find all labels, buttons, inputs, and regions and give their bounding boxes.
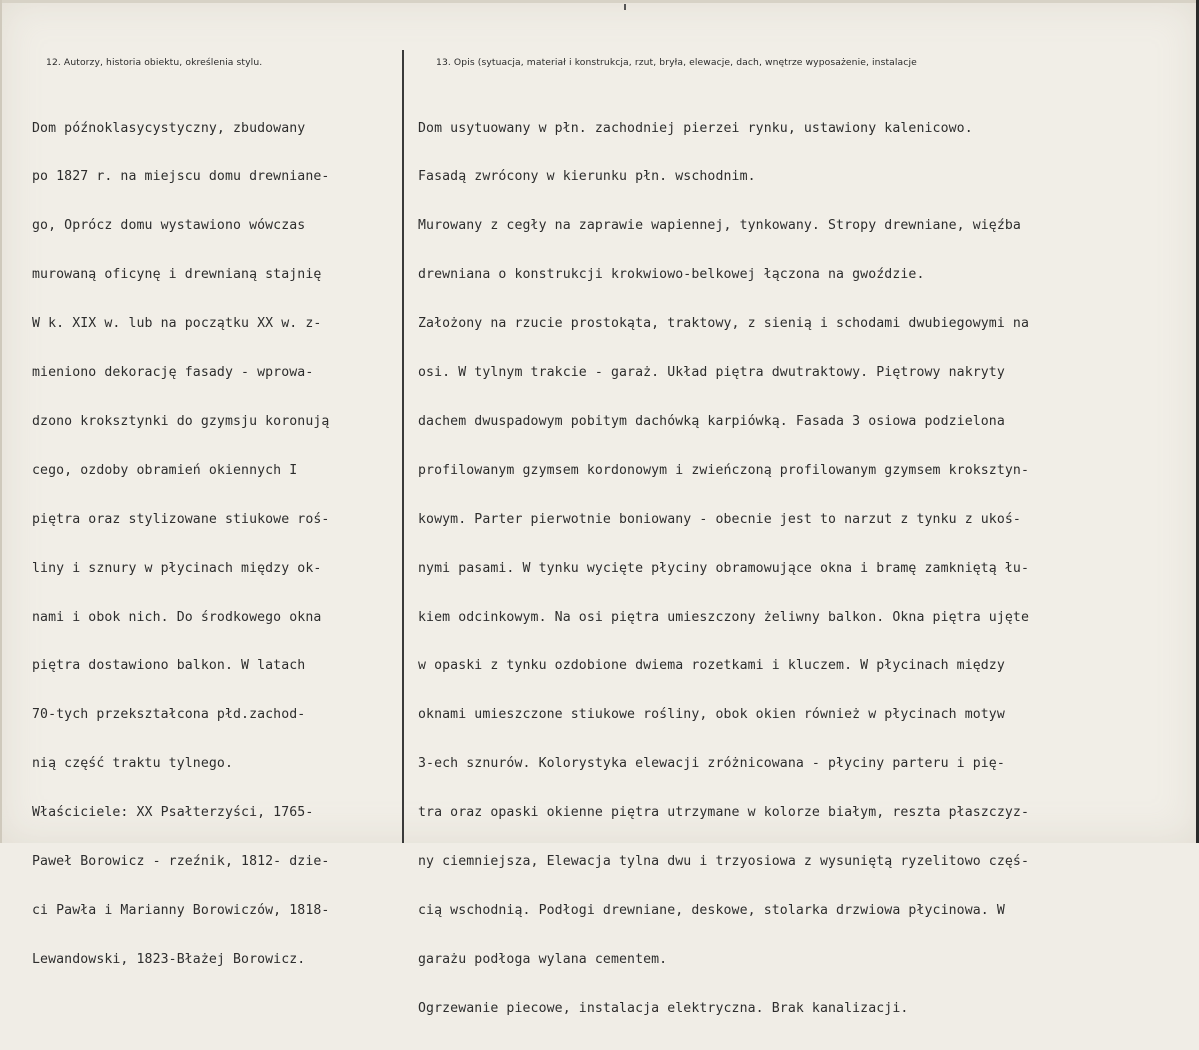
- section-13-line: cią wschodnią. Podłogi drewniane, deskowe, stolarka drzwiowa płycinowa. W: [418, 902, 1005, 918]
- section-13-line: dachem dwuspadowym pobitym dachówką karpiówką. Fasada 3 osiowa podzielona: [418, 413, 1005, 429]
- section-12-line: 70-tych przekształcona płd.zachod-: [32, 707, 306, 723]
- section-12-line: Lewandowski, 1823-Błażej Borowicz.: [32, 951, 306, 967]
- section-13-line: kiem odcinkowym. Na osi piętra umieszczony żeliwny balkon. Okna piętra ujęte: [418, 609, 1030, 625]
- section-12-line: Dom późnoklasycystyczny, zbudowany: [32, 120, 306, 136]
- section-13-line: Fasadą zwrócony w kierunku płn. wschodnim.: [418, 169, 756, 185]
- section-12-line: W k. XIX w. lub na początku XX w. z-: [32, 316, 322, 332]
- section-13-line: tra oraz opaski okienne piętra utrzymane w kolorze białym, reszta płaszczyz-: [418, 805, 1030, 821]
- section-12-line: po 1827 r. na miejscu domu drewniane-: [32, 169, 330, 185]
- card-left-edge: [0, 0, 2, 843]
- section-13-line: osi. W tylnym trakcie - garaż. Układ piętra dwutraktowy. Piętrowy nakryty: [418, 365, 1005, 381]
- section-12-line: piętra dostawiono balkon. W latach: [32, 658, 306, 674]
- section-12-text: [32, 88, 329, 1001]
- section-13-line: Dom usytuowany w płn. zachodniej pierzei rynku, ustawiony kalenicowo.: [418, 120, 973, 136]
- section-13-line: ny ciemniejsza, Elewacja tylna dwu i trzyosiowa z wysuniętą ryzelitowo częś-: [418, 853, 1030, 869]
- section-12-line: piętra oraz stylizowane stiukowe roś-: [32, 511, 330, 527]
- section-13-line: garażu podłoga wylana cementem.: [418, 951, 668, 967]
- section-13-line: Ogrzewanie piecowe, instalacja elektryczna. Brak kanalizacji.: [418, 1000, 909, 1016]
- section-13-text: [418, 88, 1029, 1050]
- section-12-line: go, Oprócz domu wystawiono wówczas: [32, 218, 306, 234]
- section-12-line: mieniono dekorację fasady - wprowa-: [32, 365, 314, 381]
- section-12-line: cego, ozdoby obramień okiennych I: [32, 462, 298, 478]
- section-13-header: 13. Opis (sytuacja, materiał i konstrukcja, rzut, bryła, elewacje, dach, wnętrze wyposażenie, instalacje: [436, 57, 917, 68]
- section-12-line: ci Pawła i Marianny Borowiczów, 1818-: [32, 902, 330, 918]
- section-12-line: liny i sznury w płycinach między ok-: [32, 560, 322, 576]
- section-13-line: Założony na rzucie prostokąta, traktowy, z sienią i schodami dwubiegowymi na: [418, 316, 1030, 332]
- section-12-line: dzono krokszt͏ynki do gzymsju koronują: [32, 413, 330, 429]
- top-tick-mark: [624, 4, 626, 10]
- section-12-line: nami i obok nich. Do środkowego okna: [32, 609, 322, 625]
- card-top-edge: [0, 0, 1199, 3]
- section-13-line: nymi pasami. W tynku wycięte płyciny obramowujące okna i bramę zamkniętą łu-: [418, 560, 1030, 576]
- section-13-line: profilowanym gzymsem kordonowym i zwieńczoną profilowanym gzymsem kroksztyn-: [418, 462, 1030, 478]
- section-13-line: Murowany z cegły na zaprawie wapiennej, tynkowany. Stropy drewniane, więźba: [418, 218, 1021, 234]
- section-12-line: nią część traktu tylnego.: [32, 756, 233, 772]
- section-13-line: kowym. Parter pierwotnie boniowany - obecnie jest to narzut z tynku z ukoś-: [418, 511, 1021, 527]
- section-13-line: drewniana o konstrukcji krokwiowo-belkowej łączona na gwoździe.: [418, 267, 925, 283]
- column-divider: [402, 50, 404, 843]
- section-13-line: 3-ech sznurów. Kolorystyka elewacji zróżnicowana - płyciny parteru i pię-: [418, 756, 1005, 772]
- section-12-line: murowaną oficynę i drewnianą stajnię: [32, 267, 322, 283]
- section-13-line: w opaski z tynku ozdobione dwiema rozetkami i kluczem. W płycinach między: [418, 658, 1005, 674]
- section-12-line: Paweł Borowicz - rzeźnik, 1812- dzie-: [32, 853, 330, 869]
- section-12-header: 12. Autorzy, historia obiektu, określenia stylu.: [46, 57, 263, 68]
- section-13-line: oknami umieszczone stiukowe rośliny, obok okien również w płycinach motyw: [418, 707, 1005, 723]
- section-12-line: Właściciele: XX Psałterzyści, 1765-: [32, 805, 314, 821]
